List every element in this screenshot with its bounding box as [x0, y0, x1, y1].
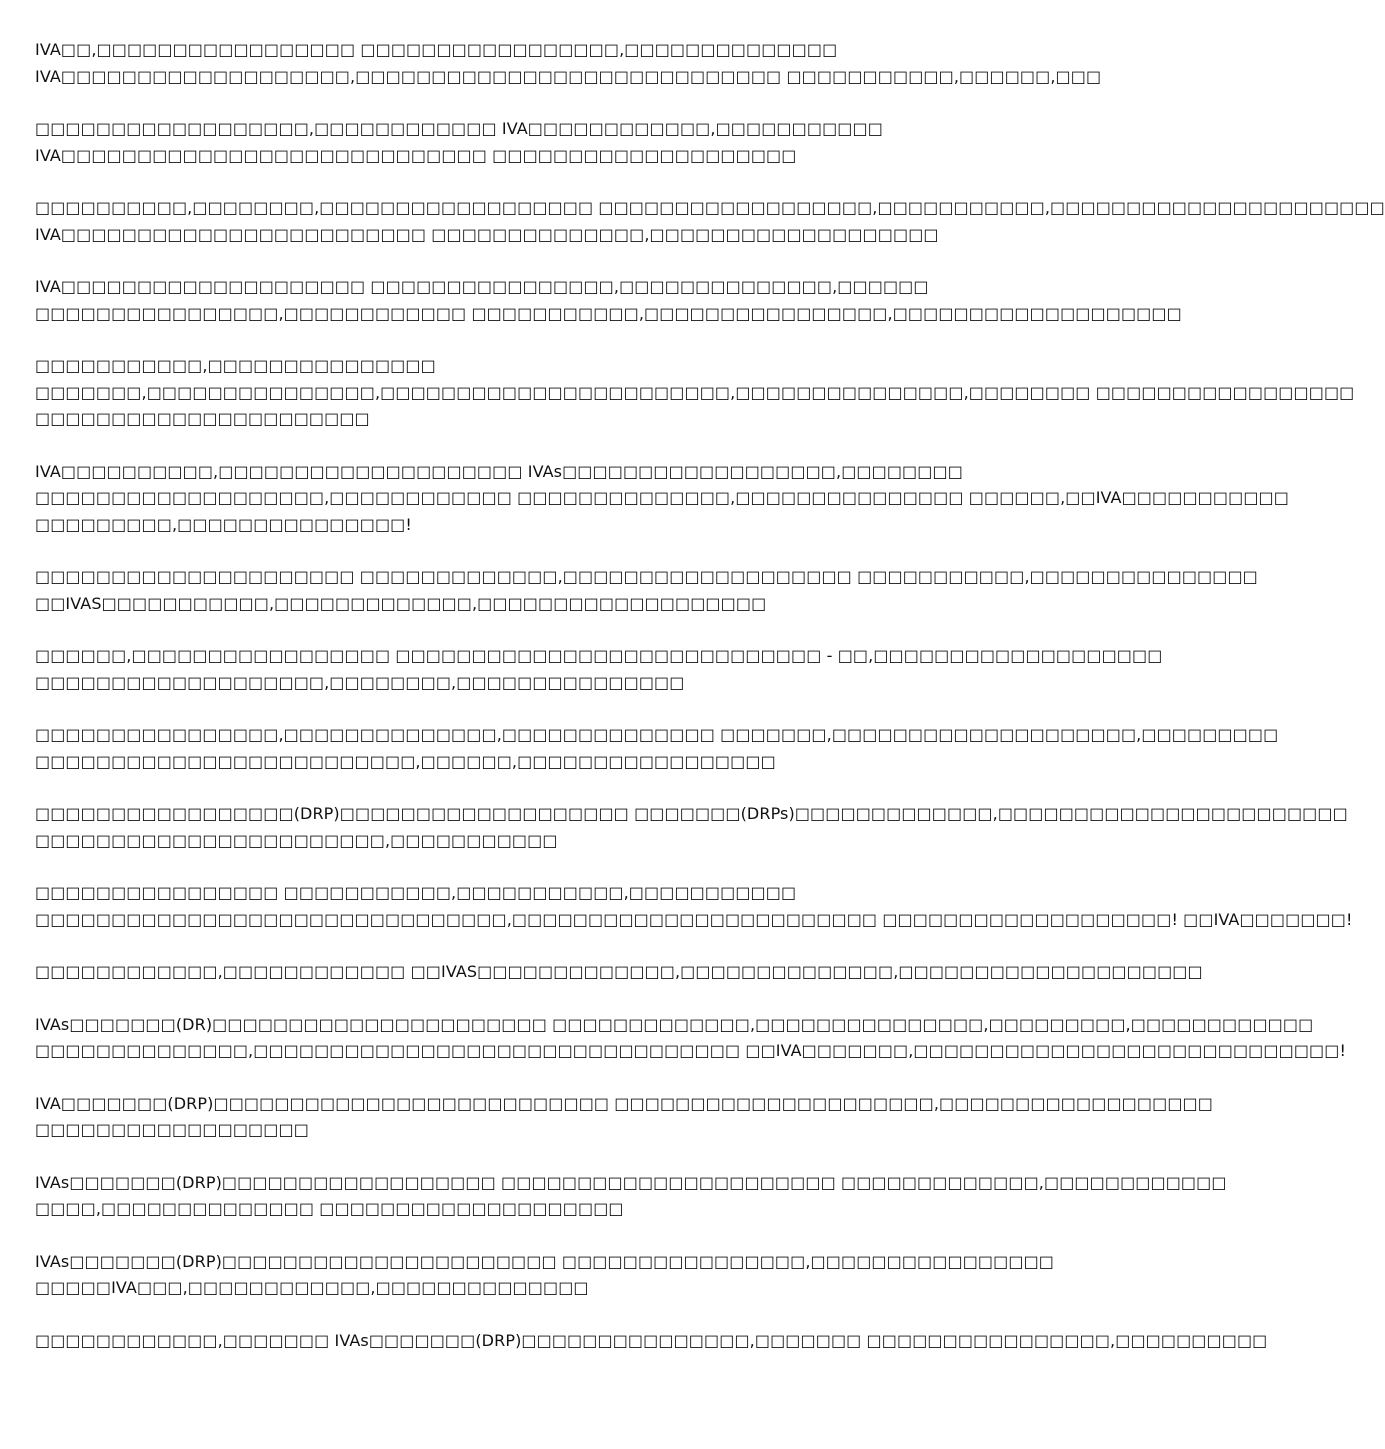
- text-line: □□□□□□□□□□□□□□□□□□□,□□□□□□□□,□□□□□□□□□□□□□□□: [35, 672, 685, 692]
- text-line: □□□□□□□□□□□□□□□□□□□□□□□□□,□□□□□□,□□□□□□□□□□□□□□□□□: [35, 751, 776, 771]
- text-line: □□□□□□□□□□□□□□□□□□□□□□□,□□□□□□□□□□□: [35, 830, 558, 850]
- paragraph: [35, 722, 1279, 775]
- text-line: □□□□□□□□□□□□□□□□□□□□□□□□□□□□□□□,□□□□□□□□□□□□□□□□□□□□□□□□ □□□□□□□□□□□□□□□□□□□! □□IVA□□□□□□□!: [35, 909, 1353, 929]
- text-line: □□□□□□□□□□□□□□□□ □□□□□□□□□□□,□□□□□□□□□□□,□□□□□□□□□□□: [35, 883, 797, 902]
- text-line: IVA□□□□□□□(DRP)□□□□□□□□□□□□□□□□□□□□□□□□□□ □□□□□□□□□□□□□□□□□□□□□,□□□□□□□□□□□□□□□□□□: [35, 1093, 1213, 1113]
- text-line: IVA□□,□□□□□□□□□□□□□□□□□ □□□□□□□□□□□□□□□□□,□□□□□□□□□□□□□□: [35, 40, 838, 59]
- text-line: □□□□□□□□□□□□□□□□,□□□□□□□□□□□□□□,□□□□□□□□□□□□□□ □□□□□□□,□□□□□□□□□□□□□□□□□□□□,□□□□□□□□□: [35, 725, 1279, 744]
- text-line: □□□□□□□□□□□□,□□□□□□□ IVAs□□□□□□□(DRP)□□□□□□□□□□□□□□□,□□□□□□□ □□□□□□□□□□□□□□□□,□□□□□□□□□□: [35, 1330, 1268, 1350]
- paragraph: [35, 353, 1355, 433]
- text-line: □□□□□□□□□□□□□□□□□□□,□□□□□□□□□□□□ □□□□□□□□□□□□□□,□□□□□□□□□□□□□□□ □□□□□□,□□IVA□□□□□□□□□□□: [35, 488, 1289, 507]
- text-line: □□□□□IVA□□□,□□□□□□□□□□□□,□□□□□□□□□□□□□□: [35, 1278, 589, 1297]
- text-line: □□□□□□□□□□□□□□□□,□□□□□□□□□□□□ □□□□□□□□□□□,□□□□□□□□□□□□□□□□,□□□□□□□□□□□□□□□□□□□: [35, 303, 1182, 323]
- paragraph: [35, 1012, 1346, 1065]
- text-line: IVA□□□□□□□□□□□□□□□□□□□□□□□□ □□□□□□□□□□□□□□,□□□□□□□□□□□□□□□□□□□: [35, 224, 939, 244]
- text-line: IVA□□□□□□□□□□□□□□□□□□□,□□□□□□□□□□□□□□□□□□□□□□□□□□□□ □□□□□□□□□□□,□□□□□□,□□□: [35, 66, 1102, 86]
- paragraph: [35, 959, 1203, 986]
- text-line: □□□□□□□□□□□,□□□□□□□□□□□□□□□: [35, 356, 436, 375]
- paragraph: [35, 274, 1182, 327]
- paragraph: [35, 564, 1258, 617]
- paragraph: [35, 1091, 1213, 1144]
- text-line: IVAs□□□□□□□(DR)□□□□□□□□□□□□□□□□□□□□□□ □□□□□□□□□□□□□,□□□□□□□□□□□□□□□,□□□□□□□□□,□□□□□□□□□□□□: [35, 1014, 1314, 1034]
- paragraph: [35, 195, 1385, 248]
- paragraph: [35, 801, 1348, 854]
- text-line: □□□□□□□□□□□□□□,□□□□□□□□□□□□□□□□□□□□□□□□□□□□□□□□ □□IVA□□□□□□□,□□□□□□□□□□□□□□□□□□□□□□□□□□□□!: [35, 1041, 1346, 1060]
- text-line: IVAs□□□□□□□(DRP)□□□□□□□□□□□□□□□□□□ □□□□□□□□□□□□□□□□□□□□□□ □□□□□□□□□□□□□,□□□□□□□□□□□□: [35, 1172, 1227, 1192]
- text-line: □□□□□□□□□□□□□□□□□□□□□□: [35, 409, 370, 428]
- text-line: □□□□□□□□□□□□□□□□□(DRP)□□□□□□□□□□□□□□□□□□□ □□□□□□□(DRPs)□□□□□□□□□□□□□,□□□□□□□□□□□□□□□□□□□□□□□: [35, 804, 1348, 823]
- paragraph: [35, 1170, 1227, 1223]
- text-line: □□IVAS□□□□□□□□□□□,□□□□□□□□□□□□□,□□□□□□□□□□□□□□□□□□□: [35, 593, 767, 613]
- text-line: □□□□□□□,□□□□□□□□□□□□□□□,□□□□□□□□□□□□□□□□□□□□□□□,□□□□□□□□□□□□□□□,□□□□□□□□ □□□□□□□□□□□□□□□□□: [35, 382, 1355, 402]
- text-line: □□□□□□□□□□□□,□□□□□□□□□□□□ □□IVAS□□□□□□□□□□□□□,□□□□□□□□□□□□□□,□□□□□□□□□□□□□□□□□□□□: [35, 962, 1203, 981]
- text-line: □□□□□□,□□□□□□□□□□□□□□□□□ □□□□□□□□□□□□□□□□□□□□□□□□□□□□ - □□,□□□□□□□□□□□□□□□□□□□: [35, 646, 1163, 665]
- text-line: □□□□□□□□□□□□□□□□□□□□□ □□□□□□□□□□□□□,□□□□□□□□□□□□□□□□□□□ □□□□□□□□□□□,□□□□□□□□□□□□□□□: [35, 567, 1258, 586]
- text-line: IVA□□□□□□□□□□□□□□□□□□□□□□□□□□□□ □□□□□□□□□□□□□□□□□□□□: [35, 145, 797, 165]
- text-line: □□□□□□□□□□□□□□□□□□,□□□□□□□□□□□□ IVA□□□□□□□□□□□□,□□□□□□□□□□□: [35, 119, 883, 138]
- text-line: □□□□,□□□□□□□□□□□□□□ □□□□□□□□□□□□□□□□□□□□: [35, 1199, 624, 1218]
- paragraph: [35, 1328, 1268, 1355]
- text-line: IVA□□□□□□□□□□□□□□□□□□□□ □□□□□□□□□□□□□□□□,□□□□□□□□□□□□□□,□□□□□□: [35, 277, 929, 296]
- paragraph: [35, 643, 1163, 696]
- text-line: □□□□□□□□□□,□□□□□□□□,□□□□□□□□□□□□□□□□□□ □□□□□□□□□□□□□□□□□□,□□□□□□□□□□□,□□□□□□□□□□□□□□□□□□□□□□: [35, 198, 1385, 217]
- text-line: IVA□□□□□□□□□□,□□□□□□□□□□□□□□□□□□□□ IVAs□□□□□□□□□□□□□□□□□□,□□□□□□□□: [35, 461, 963, 481]
- paragraph: [35, 116, 994, 169]
- text-line: IVAs□□□□□□□(DRP)□□□□□□□□□□□□□□□□□□□□□□ □□□□□□□□□□□□□□□□,□□□□□□□□□□□□□□□□: [35, 1251, 1055, 1271]
- paragraph: [35, 37, 1102, 90]
- paragraph: [35, 1249, 1055, 1302]
- paragraph: [35, 880, 1353, 933]
- paragraph: [35, 459, 1289, 539]
- text-line: □□□□□□□□□,□□□□□□□□□□□□□□□!: [35, 514, 412, 534]
- text-line: □□□□□□□□□□□□□□□□□□: [35, 1120, 309, 1139]
